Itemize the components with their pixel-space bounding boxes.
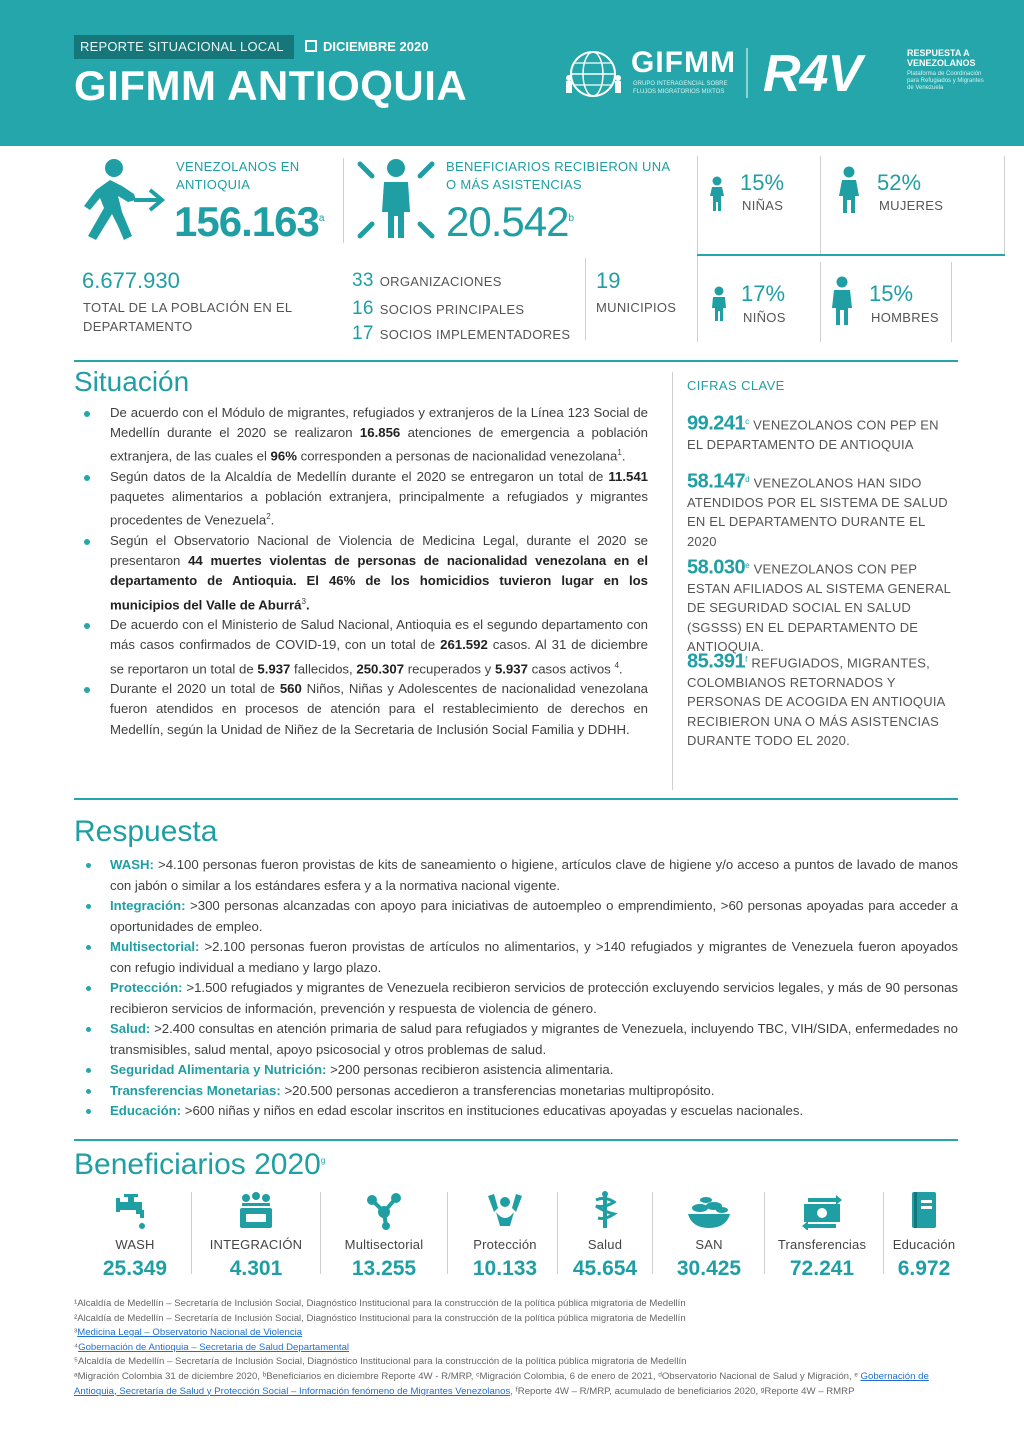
hombres-label: HOMBRES — [871, 310, 939, 325]
gender-grid-mid-border-2 — [820, 262, 821, 342]
footnote-number: ⁴ — [74, 1341, 79, 1353]
beneficiario-value: 13.255 — [351, 1257, 417, 1280]
kpi-divider — [343, 158, 344, 243]
socios-principales-label: SOCIOS PRINCIPALES — [379, 302, 525, 317]
text: . — [270, 512, 275, 528]
text: atenciones de emergencia a población extranjera, de las cuales el — [110, 425, 648, 464]
text: Según el Observatorio Nacional de Violencia de Medicina Legal, durante el 2020 se presentaron — [110, 533, 648, 569]
sector-text: >600 niñas y niños en edad escolar inscritos en instituciones educativas apoyadas y escuelas nacionales. — [181, 1103, 804, 1118]
r4v-logo-text: RESPUESTA A VENEZOLANOS — [907, 48, 976, 68]
beneficiario-salud — [570, 1188, 640, 1278]
beneficiario-label: Protección — [473, 1237, 537, 1252]
beneficiario-value: 45.654 — [572, 1257, 638, 1280]
beneficiario-transferencias — [772, 1188, 872, 1278]
beneficiario-value: 25.349 — [102, 1257, 168, 1280]
text: . — [305, 597, 310, 612]
footnote-number: ³ — [74, 1327, 78, 1339]
page-title: GIFMM ANTIOQUIA — [74, 62, 468, 109]
footnote-text: ᵃMigración Colombia 31 de diciembre 2020, ᵇBeneficiarios en diciembre Reporte 4W - R/MRP, ᶜMigración Colombia, 6 de enero de 2021, ᵈObservatorio Nacional de Salud y Migración, ᵉ — [74, 1370, 861, 1382]
socios-implementadores-label: SOCIOS IMPLEMENTADORES — [379, 327, 571, 342]
text: paquetes alimentarios a población extranjera, principalmente a refugiados y migrantes procedentes de Venezuela — [110, 489, 648, 528]
respuesta-item-integracion — [110, 896, 958, 937]
gifmm-logo-text: GIFMM — [631, 46, 736, 79]
situacion-title: Situación — [74, 366, 190, 397]
report-date — [305, 35, 428, 59]
venezolanos-label: VENEZOLANOS EN ANTIOQUIA — [176, 159, 300, 192]
section-divider-top — [74, 360, 958, 362]
footnote-4 — [74, 1341, 954, 1356]
highlight: 44 muertes violentas de personas de nacionalidad venezolana en el departamento de Antioquia. El 46% de los homicidios tuvieron lugar en los municipios del Valle de Aburrá — [110, 553, 648, 612]
beneficiario-label: Transferencias — [777, 1237, 867, 1252]
footnote-3 — [74, 1326, 954, 1341]
calendar-icon — [305, 40, 317, 52]
sector-text: >4.100 personas fueron provistas de kits de saneamiento o higiene, artículos clave de higiene y/o acceso a puntos de lavado de manos con jabón o similar a los estándares esfera y a la normativa nacional vigente. — [110, 857, 958, 893]
mujeres-label: MUJERES — [879, 198, 944, 213]
footnote-6-link[interactable]: Gobernación de Antioquia, Secretaría de Salud y Protección Social – Información fenómeno de Migrantes Venezolanos — [74, 1370, 929, 1397]
footnote-ref: 4 — [614, 660, 619, 670]
sector-label: WASH: — [110, 857, 154, 872]
beneficiario-proteccion — [462, 1188, 548, 1278]
girl-icon — [707, 176, 727, 212]
section-divider-bottom — [74, 1139, 958, 1141]
respuesta-item-wash — [110, 855, 958, 896]
sector-text: >20.500 personas accedieron a transferencias monetarias multipropósito. — [280, 1082, 715, 1098]
respuesta-item-transferencias — [110, 1081, 958, 1102]
cifra-number: 99.241 — [687, 412, 746, 435]
gender-grid-right-border-2 — [951, 262, 952, 342]
respuesta-item-proteccion — [110, 978, 958, 1019]
text: . — [621, 448, 626, 464]
beneficiarios-separator — [764, 1192, 765, 1274]
footnote-ref: 1 — [617, 448, 622, 458]
tap-icon — [114, 1192, 156, 1230]
beneficiario-label: WASH — [115, 1237, 155, 1252]
cifras-clave-title: CIFRAS CLAVE — [687, 378, 785, 393]
gifmm-logo — [563, 46, 736, 102]
highlight: 5.937 — [494, 661, 528, 676]
respuesta-title: Respuesta — [74, 815, 218, 848]
text: Durante el 2020 un total de — [110, 681, 280, 697]
situacion-item — [110, 531, 648, 615]
footnote-ref: f — [745, 655, 748, 664]
beneficiario-educacion — [888, 1188, 960, 1278]
beneficiarios-separator — [557, 1192, 558, 1274]
poblacion-label: TOTAL DE LA POBLACIÓN EN EL DEPARTAMENTO — [83, 300, 292, 334]
r4v-logo: R4V — [763, 45, 862, 103]
beneficiarios-number: 20.542 — [446, 198, 569, 245]
organizaciones-label: ORGANIZACIONES — [379, 274, 502, 289]
logo-divider — [746, 48, 748, 98]
health-icon — [590, 1190, 620, 1230]
beneficiarios-footnote-ref: b — [568, 213, 574, 224]
sector-label: Transferencias Monetarias: — [110, 1082, 281, 1098]
text: fallecidos, — [290, 661, 357, 676]
text: casos. Al 31 de diciembre se reportaron un total de — [110, 637, 648, 676]
cifra-number: 85.391 — [687, 650, 746, 673]
municipios-count: 19 — [596, 268, 621, 293]
text: recuperados y — [404, 661, 495, 676]
socios-implementadores-row — [352, 323, 570, 345]
sector-label: Educación: — [110, 1103, 182, 1118]
beneficiarios-separator — [883, 1192, 884, 1274]
cifra-text: VENEZOLANOS HAN SIDO ATENDIDOS POR EL SISTEMA DE SALUD EN EL DEPARTAMENTO DURANTE EL 2020 — [687, 475, 948, 549]
footnote-5: ⁵Alcaldía de Medellín – Secretaría de Inclusión Social, Diagnóstico Institucional para la construcción de la política pública migratoria de Medellín — [74, 1356, 687, 1368]
sector-label: Salud: — [110, 1021, 151, 1036]
report-type-tag: REPORTE SITUACIONAL LOCAL — [74, 35, 294, 59]
text: . — [618, 661, 623, 676]
ninos-label: NIÑOS — [743, 310, 786, 325]
beneficiarios-value — [446, 198, 573, 246]
situacion-item — [110, 403, 648, 467]
footnote-1: ¹Alcaldía de Medellín – Secretaría de Inclusión Social, Diagnóstico Institucional para la construcción de la política pública migratoria de Medellín — [74, 1298, 686, 1309]
highlight: 560 — [279, 681, 302, 697]
integration-icon — [236, 1190, 276, 1230]
municipios-label: MUNICIPIOS — [596, 300, 677, 315]
beneficiarios-label: BENEFICIARIOS RECIBIERON UNA O MÁS ASISTENCIAS — [446, 159, 670, 192]
sector-label: Protección: — [110, 980, 183, 995]
beneficiario-value: 6.972 — [897, 1257, 951, 1280]
person-assistance-icon — [354, 156, 438, 242]
situacion-item — [110, 467, 648, 531]
cifra-sgsss — [687, 556, 957, 657]
beneficiarios-title — [74, 1148, 325, 1182]
protection-icon — [484, 1190, 526, 1230]
footnote-2: ²Alcaldía de Medellín – Secretaría de Inclusión Social, Diagnóstico Institucional para la construcción de la política pública migratoria de Medellín — [74, 1312, 686, 1324]
highlight: 11.541 — [608, 469, 648, 484]
beneficiario-multisectorial — [334, 1188, 434, 1278]
beneficiarios-separator — [652, 1192, 653, 1274]
boy-icon — [709, 286, 729, 322]
footnote-4-link[interactable]: Gobernación de Antioquia – Secretaria de Salud Departamental — [78, 1341, 350, 1353]
respuesta-item-multisectorial — [110, 937, 958, 978]
footnote-6 — [74, 1370, 954, 1399]
mujeres-pct: 52% — [877, 170, 922, 195]
cifra-text: VENEZOLANOS CON PEP EN EL DEPARTAMENTO DE ANTIOQUIA — [687, 417, 939, 452]
sector-label: Seguridad Alimentaria y Nutrición: — [110, 1062, 327, 1077]
sector-text: >1.500 refugiados y migrantes de Venezuela recibieron servicios de protección excluyendo servicios legales, y más de 90 personas recibieron servicios de información, prevención y respuesta de violencia de género. — [110, 980, 958, 1016]
walking-person-arrow-icon — [74, 156, 166, 242]
gender-grid-right-border — [1004, 156, 1005, 254]
food-icon — [686, 1194, 732, 1230]
text: Niños, Niñas y Adolescentes de nacionalidad venezolana fueron atendidos en procesos de atención para el restablecimiento de derechos en Medellín, según la Unidad de Niñez de la Secretaria de Inclusión Social Familia y DDHH. — [110, 681, 649, 737]
sector-text: >2.400 consultas en atención primaria de salud para refugiados y migrantes de Venezuela, incluyendo TBC, VIH/SIDA, enfermedades no transmisibles, salud mental, apoyo psicosocial y otros problemas de salud. — [110, 1021, 958, 1057]
cifra-text: VENEZOLANOS CON PEP ESTAN AFILIADOS AL SISTEMA GENERAL DE SEGURIDAD SOCIAL EN SALUD (SGSSS) EN EL DEPARTAMENTO DE ANTIOQUIA. — [687, 561, 951, 655]
highlight: 96% — [270, 448, 297, 464]
beneficiario-wash — [98, 1188, 172, 1278]
beneficiario-label: INTEGRACIÓN — [209, 1237, 303, 1252]
ninos-pct: 17% — [741, 281, 786, 306]
ninas-label: NIÑAS — [742, 198, 784, 213]
gifmm-logo-subtitle: GRUPO INTERAGENCIAL SOBRE FLUJOS MIGRATORIOS MIXTOS — [633, 81, 728, 95]
multisector-icon — [364, 1190, 404, 1230]
poblacion-value: 6.677.930 — [82, 268, 180, 293]
cifra-pep — [687, 412, 957, 454]
highlight: 250.307 — [356, 661, 405, 676]
cifra-salud — [687, 470, 957, 551]
woman-icon — [836, 166, 862, 214]
highlight: 16.856 — [359, 425, 401, 441]
beneficiarios-separator — [447, 1192, 448, 1274]
orgs-divider — [585, 258, 586, 340]
report-date-text: DICIEMBRE 2020 — [323, 39, 429, 54]
beneficiario-label: Educación — [892, 1237, 956, 1252]
footnote-ref: g — [320, 1156, 326, 1165]
cifra-text: REFUGIADOS, MIGRANTES, COLOMBIANOS RETORNADOS Y PERSONAS DE ACOGIDA EN ANTIOQUIA RECIBIERON UNA O MÁS ASISTENCIAS DURANTE TODO EL 2020. — [687, 655, 945, 749]
beneficiario-label: Salud — [587, 1237, 623, 1252]
globe-people-icon — [563, 48, 625, 100]
education-icon — [908, 1190, 940, 1230]
footnote-ref: c — [745, 417, 750, 426]
respuesta-item-salud — [110, 1019, 958, 1060]
situacion-item — [110, 615, 648, 679]
footnotes — [74, 1297, 954, 1399]
sector-label: Multisectorial: — [110, 939, 200, 954]
hombres-pct: 15% — [869, 281, 914, 306]
gender-grid-mid-border — [820, 156, 821, 254]
footnote-ref: e — [745, 561, 750, 570]
section-divider-mid — [74, 798, 958, 800]
venezolanos-value — [174, 198, 323, 246]
header-banner — [0, 0, 1024, 146]
beneficiarios-separator — [191, 1192, 192, 1274]
text: De acuerdo con el Ministerio de Salud Nacional, Antioquia es el segundo departamento con más casos confirmados de COVID-19, con un total de — [110, 617, 648, 653]
cash-icon — [800, 1194, 844, 1230]
beneficiario-label: SAN — [695, 1237, 723, 1252]
r4v-logo-subtitle: Plataforma de Coordinación para Refugiados y Migrantes de Venezuela — [907, 71, 984, 91]
man-icon — [829, 276, 855, 326]
beneficiarios-separator — [320, 1192, 321, 1274]
respuesta-item-san — [110, 1060, 958, 1081]
footnote-ref: 2 — [266, 512, 271, 522]
highlight: 261.592 — [440, 637, 488, 653]
cifra-asistencias — [687, 650, 957, 751]
footnote-text: , ᶠReporte 4W – R/MRP, acumulado de beneficiarios 2020, ᵍReporte 4W – RMRP — [510, 1385, 855, 1397]
cifra-number: 58.030 — [687, 556, 746, 579]
organizaciones-row — [352, 270, 502, 292]
beneficiario-label: Multisectorial — [344, 1237, 424, 1252]
sector-text: >300 personas alcanzadas con apoyo para iniciativas de autoempleo o emprendimiento, >60 personas apoyadas para acceder a oportunidades de empleo. — [110, 898, 958, 934]
highlight: 5.937 — [257, 661, 291, 676]
sector-label: Integración: — [110, 898, 186, 913]
situacion-list — [110, 403, 648, 740]
socios-principales-count: 16 — [352, 298, 374, 319]
text: corresponden a personas de nacionalidad venezolana — [296, 448, 618, 464]
beneficiarios-title-text: Beneficiarios 2020 — [74, 1148, 321, 1181]
gender-grid-divider — [697, 254, 1005, 256]
cifras-divider — [672, 372, 673, 790]
footnote-ref: 3 — [301, 596, 306, 606]
beneficiario-san — [666, 1188, 752, 1278]
socios-principales-row — [352, 298, 524, 320]
venezolanos-footnote-ref: a — [318, 213, 324, 224]
text: De acuerdo con el Módulo de migrantes, refugiados y extranjeros de la Línea 123 Social de Medellín durante el 2020 se realizaron — [110, 405, 648, 441]
respuesta-item-educacion — [110, 1101, 958, 1122]
beneficiario-integracion — [206, 1188, 306, 1278]
socios-implementadores-count: 17 — [352, 323, 374, 344]
respuesta-list — [110, 855, 958, 1122]
text: casos activos — [527, 661, 615, 676]
gender-grid-left-border — [697, 156, 698, 342]
beneficiario-value: 4.301 — [229, 1257, 283, 1280]
sector-text: >200 personas recibieron asistencia alimentaria. — [326, 1062, 614, 1077]
beneficiario-value: 72.241 — [789, 1257, 855, 1280]
cifra-number: 58.147 — [687, 470, 746, 493]
sector-text: >2.100 personas fueron provistas de artículos no alimentarios, y >140 refugiados y migrantes de Venezuela fueron apoyados con refugio individual a mediano y largo plazo. — [110, 939, 958, 975]
organizaciones-count: 33 — [352, 270, 374, 291]
text: Según datos de la Alcaldía de Medellín durante el 2020 se entregaron un total de — [110, 469, 609, 484]
beneficiario-value: 30.425 — [676, 1257, 742, 1280]
venezolanos-number: 156.163 — [174, 198, 319, 245]
situacion-item — [110, 679, 648, 740]
footnote-3-link[interactable]: Medicina Legal – Observatorio Nacional de Violencia — [77, 1327, 303, 1339]
footnote-ref: d — [745, 475, 750, 484]
ninas-pct: 15% — [740, 170, 785, 195]
beneficiario-value: 10.133 — [472, 1257, 538, 1280]
